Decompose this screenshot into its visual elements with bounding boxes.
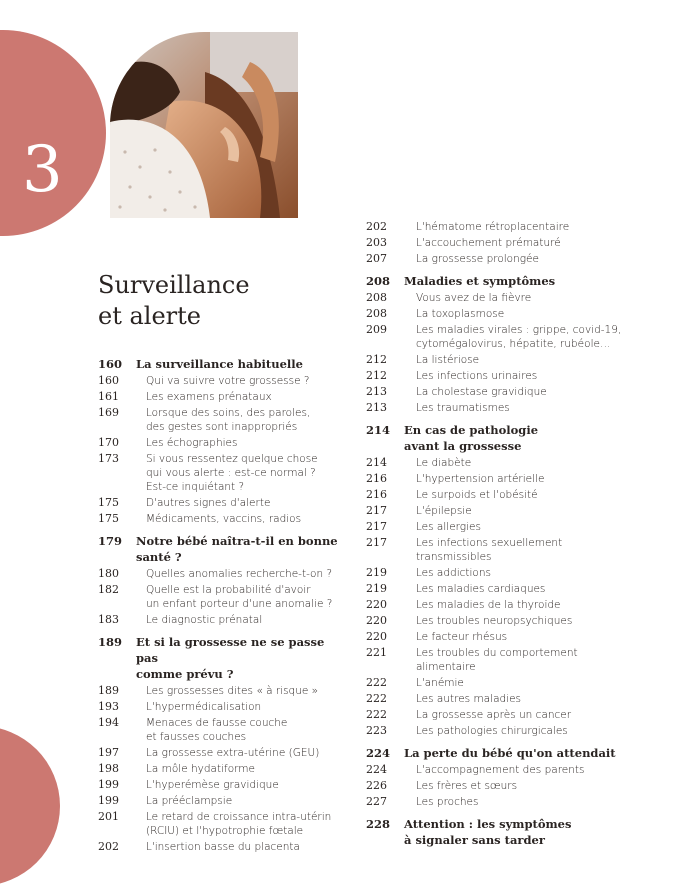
toc-entry-text: La grossesse après un cancer — [416, 709, 572, 721]
toc-page-number: 179 — [98, 534, 123, 548]
toc-page-number: 182 — [98, 583, 119, 596]
toc-entry-text: La toxoplasmose — [416, 308, 505, 320]
toc-entry — [98, 613, 343, 627]
toc-page-number: 222 — [366, 708, 387, 721]
toc-page-number: 160 — [98, 357, 123, 371]
toc-page-number: 202 — [98, 840, 119, 853]
toc-entry-text: La grossesse prolongée — [416, 253, 539, 265]
toc-entry — [366, 724, 628, 738]
toc-entry — [98, 374, 343, 388]
toc-entry — [98, 436, 343, 450]
toc-entry — [366, 536, 628, 564]
toc-entry — [366, 779, 628, 793]
toc-entry — [98, 452, 343, 494]
toc-page-number: 199 — [98, 794, 119, 807]
toc-entry — [98, 746, 343, 760]
toc-entry — [366, 504, 628, 518]
toc-entry — [98, 700, 343, 714]
toc-page-number: 219 — [366, 566, 387, 579]
toc-section-heading — [366, 745, 628, 761]
toc-section-heading — [366, 816, 628, 848]
toc-page-number: 209 — [366, 323, 387, 336]
toc-entry-text: Maladies et symptômes — [404, 274, 556, 288]
toc-page-number: 194 — [98, 716, 119, 729]
toc-entry-text: La listériose — [416, 354, 480, 366]
toc-page-number: 198 — [98, 762, 119, 775]
toc-entry — [366, 614, 628, 628]
toc-entry — [366, 252, 628, 266]
toc-page-number: 175 — [98, 512, 119, 525]
toc-entry — [366, 307, 628, 321]
toc-entry-text: La surveillance habituelle — [136, 357, 303, 371]
toc-entry — [98, 684, 343, 698]
chapter-title: Surveillance et alerte — [98, 271, 250, 330]
toc-entry-text: Quelle est la probabilité d'avoir un enfant porteur d'une anomalie ? — [146, 584, 333, 610]
toc-entry-text: Le retard de croissance intra-utérin (RCIU) et l'hypotrophie fœtale — [146, 811, 332, 837]
toc-entry-text: Les examens prénataux — [146, 391, 272, 403]
toc-entry — [366, 582, 628, 596]
toc-entry-text: Les pathologies chirurgicales — [416, 725, 568, 737]
toc-entry — [98, 406, 343, 434]
toc-entry-text: Les addictions — [416, 567, 491, 579]
toc-entry — [366, 630, 628, 644]
toc-entry-text: L'hyperémèse gravidique — [146, 779, 279, 791]
toc-entry-text: Médicaments, vaccins, radios — [146, 513, 302, 525]
toc-entry-text: L'hypermédicalisation — [146, 701, 262, 713]
toc-entry-text: Vous avez de la fièvre — [416, 292, 532, 304]
toc-page-number: 189 — [98, 684, 119, 697]
toc-left-column — [98, 356, 343, 854]
toc-entry-text: La grossesse extra-utérine (GEU) — [146, 747, 320, 759]
toc-page-number: 160 — [98, 374, 119, 387]
toc-entry — [366, 566, 628, 580]
toc-entry — [366, 646, 628, 674]
toc-entry-text: Les frères et sœurs — [416, 780, 518, 792]
toc-page-number: 214 — [366, 423, 391, 437]
toc-page-number: 217 — [366, 504, 387, 517]
toc-page-number: 208 — [366, 274, 391, 288]
toc-entry-text: L'anémie — [416, 677, 464, 689]
toc-entry-text: L'insertion basse du placenta — [146, 841, 300, 853]
toc-entry-text: Le diagnostic prénatal — [146, 614, 263, 626]
toc-page-number: 212 — [366, 353, 387, 366]
toc-page-number: 217 — [366, 520, 387, 533]
toc-entry — [98, 716, 343, 744]
toc-entry — [98, 512, 343, 526]
toc-entry-text: Le surpoids et l'obésité — [416, 489, 538, 501]
toc-entry-text: Les maladies virales : grippe, covid-19, cytomégalovirus, hépatite, rubéole… — [416, 324, 622, 350]
toc-page-number: 212 — [366, 369, 387, 382]
toc-entry — [366, 353, 628, 367]
toc-page-number: 201 — [98, 810, 119, 823]
toc-entry — [366, 676, 628, 690]
toc-entry — [98, 810, 343, 838]
toc-entry — [366, 236, 628, 250]
toc-page-number: 180 — [98, 567, 119, 580]
toc-page-number: 173 — [98, 452, 119, 465]
toc-page-number: 221 — [366, 646, 387, 659]
toc-entry-text: Les maladies de la thyroïde — [416, 599, 561, 611]
toc-entry — [98, 840, 343, 854]
toc-entry — [98, 778, 343, 792]
toc-entry-text: En cas de pathologie avant la grossesse — [404, 423, 539, 453]
toc-entry-text: La môle hydatiforme — [146, 763, 255, 775]
toc-entry-text: Les autres maladies — [416, 693, 522, 705]
toc-page-number: 222 — [366, 676, 387, 689]
toc-page-number: 170 — [98, 436, 119, 449]
toc-section-heading — [98, 634, 343, 682]
toc-page-number: 224 — [366, 763, 387, 776]
toc-page-number: 175 — [98, 496, 119, 509]
toc-entry — [366, 220, 628, 234]
toc-entry-text: Et si la grossesse ne se passe pas comme prévu ? — [136, 635, 325, 681]
toc-section-heading — [98, 356, 343, 372]
toc-entry — [366, 520, 628, 534]
toc-entry-text: Les traumatismes — [416, 402, 510, 414]
toc-entry-text: La cholestase gravidique — [416, 386, 547, 398]
toc-entry — [98, 762, 343, 776]
toc-entry-text: L'accouchement prématuré — [416, 237, 561, 249]
toc-page-number: 227 — [366, 795, 387, 808]
toc-entry — [366, 795, 628, 809]
toc-entry-text: Quelles anomalies recherche-t-on ? — [146, 568, 333, 580]
toc-entry-text: Lorsque des soins, des paroles, des gestes sont inappropriés — [146, 407, 311, 433]
toc-page-number: 199 — [98, 778, 119, 791]
toc-entry — [366, 472, 628, 486]
toc-entry-text: L'hématome rétroplacentaire — [416, 221, 570, 233]
toc-entry — [98, 496, 343, 510]
toc-entry-text: D'autres signes d'alerte — [146, 497, 271, 509]
toc-page-number: 208 — [366, 291, 387, 304]
toc-entry-text: Notre bébé naîtra-t-il en bonne santé ? — [136, 534, 338, 564]
toc-entry-text: L'épilepsie — [416, 505, 472, 517]
toc-entry — [366, 369, 628, 383]
toc-section-heading — [98, 533, 343, 565]
toc-page-number: 161 — [98, 390, 119, 403]
toc-entry — [366, 692, 628, 706]
toc-entry-text: Les infections urinaires — [416, 370, 538, 382]
toc-page-number: 214 — [366, 456, 387, 469]
toc-entry — [98, 390, 343, 404]
toc-entry-text: Les grossesses dites « à risque » — [146, 685, 319, 697]
toc-page-number: 208 — [366, 307, 387, 320]
toc-page-number: 203 — [366, 236, 387, 249]
toc-entry-text: Attention : les symptômes à signaler sans tarder — [404, 817, 572, 847]
toc-entry — [366, 488, 628, 502]
toc-entry — [98, 794, 343, 808]
toc-page-number: 223 — [366, 724, 387, 737]
toc-entry-text: Les échographies — [146, 437, 238, 449]
toc-entry-text: L'hypertension artérielle — [416, 473, 545, 485]
toc-entry — [366, 763, 628, 777]
chapter-photo — [110, 32, 298, 218]
toc-entry-text: Les troubles du comportement alimentaire — [416, 647, 578, 673]
toc-entry-text: Les maladies cardiaques — [416, 583, 546, 595]
toc-entry — [98, 567, 343, 581]
toc-entry — [366, 385, 628, 399]
toc-page-number: 217 — [366, 536, 387, 549]
toc-entry-text: La prééclampsie — [146, 795, 233, 807]
toc-page-number: 213 — [366, 401, 387, 414]
toc-page-number: 183 — [98, 613, 119, 626]
toc-entry-text: L'accompagnement des parents — [416, 764, 585, 776]
toc-entry-text: Les infections sexuellement transmissibles — [416, 537, 563, 563]
toc-page-number: 228 — [366, 817, 391, 831]
toc-entry — [366, 708, 628, 722]
toc-entry-text: Si vous ressentez quelque chose qui vous alerte : est-ce normal ? Est-ce inquiétant ? — [146, 453, 318, 493]
toc-section-heading — [366, 273, 628, 289]
toc-entry — [366, 456, 628, 470]
decorative-circle — [0, 726, 60, 886]
toc-page-number: 220 — [366, 614, 387, 627]
toc-entry — [366, 323, 628, 351]
toc-section-heading — [366, 422, 628, 454]
toc-page-number: 219 — [366, 582, 387, 595]
toc-entry — [366, 401, 628, 415]
toc-page-number: 169 — [98, 406, 119, 419]
toc-entry-text: Qui va suivre votre grossesse ? — [146, 375, 310, 387]
toc-entry-text: Les proches — [416, 796, 479, 808]
toc-entry-text: Le diabète — [416, 457, 472, 469]
toc-entry-text: Les troubles neuropsychiques — [416, 615, 573, 627]
toc-page-number: 193 — [98, 700, 119, 713]
toc-page-number: 207 — [366, 252, 387, 265]
toc-page-number: 220 — [366, 598, 387, 611]
toc-page-number: 216 — [366, 472, 387, 485]
toc-page-number: 213 — [366, 385, 387, 398]
toc-page-number: 222 — [366, 692, 387, 705]
toc-entry — [366, 291, 628, 305]
toc-entry-text: La perte du bébé qu'on attendait — [404, 746, 616, 760]
toc-entry-text: Les allergies — [416, 521, 481, 533]
toc-right-column — [366, 218, 628, 848]
toc-page-number: 224 — [366, 746, 391, 760]
toc-entry — [366, 598, 628, 612]
toc-entry-text: Menaces de fausse couche et fausses couches — [146, 717, 288, 743]
chapter-number: 3 — [22, 133, 63, 207]
toc-entry — [98, 583, 343, 611]
toc-entry-text: Le facteur rhésus — [416, 631, 508, 643]
toc-page-number: 220 — [366, 630, 387, 643]
toc-page-number: 202 — [366, 220, 387, 233]
toc-page-number: 189 — [98, 635, 123, 649]
toc-page-number: 197 — [98, 746, 119, 759]
toc-page-number: 226 — [366, 779, 387, 792]
toc-page-number: 216 — [366, 488, 387, 501]
